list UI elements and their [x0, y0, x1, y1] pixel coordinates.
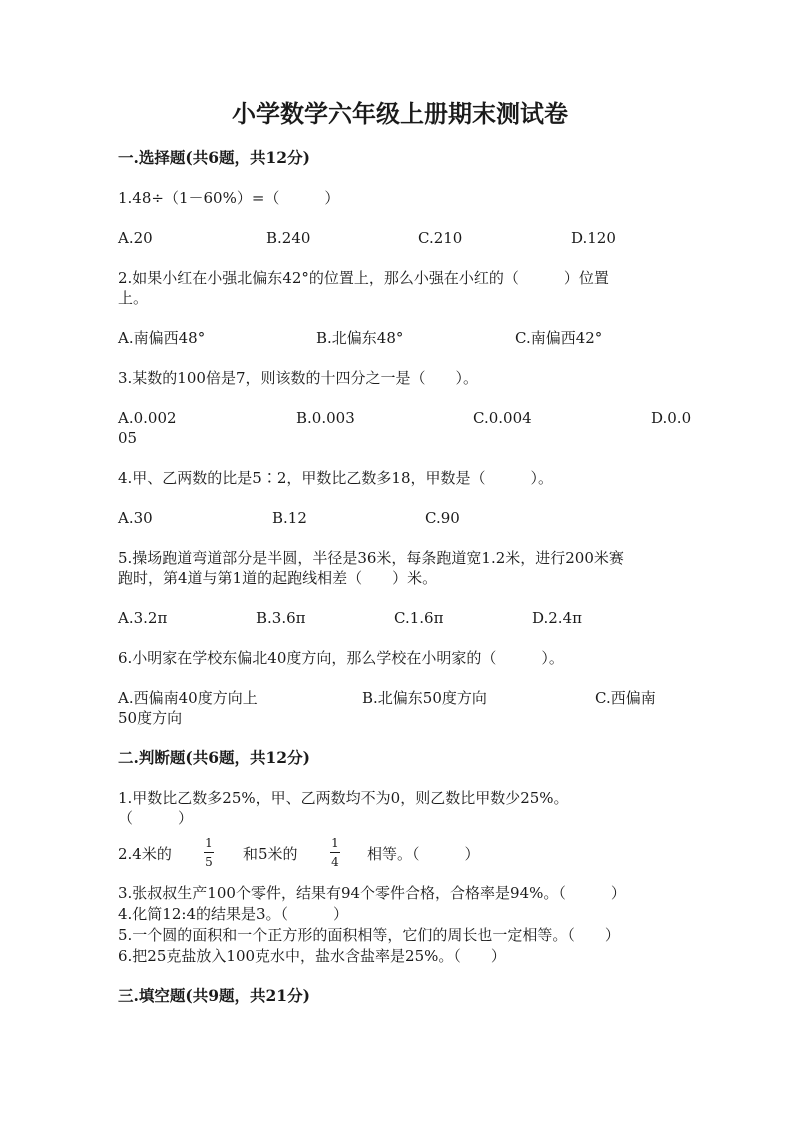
page-title: 小学数学六年级上册期末测试卷 — [232, 99, 568, 128]
j2-suffix: 相等。（ ） — [367, 845, 480, 863]
j3-stem: 3.张叔叔生产100个零件，结果有94个零件合格，合格率是94%。（ ） — [118, 884, 626, 902]
q2-option-a: A.南偏西48° — [118, 329, 206, 347]
q5-stem-line2: 跑时，第4道与第1道的起跑线相差（ ）米。 — [118, 569, 438, 587]
q4-option-a: A.30 — [118, 509, 153, 527]
q5-stem-line1: 5.操场跑道弯道部分是半圆，半径是36米，每条跑道宽1.2米，进行200米赛 — [118, 549, 624, 567]
q2-option-b: B.北偏东48° — [316, 329, 404, 347]
q4-option-c: C.90 — [425, 509, 460, 527]
q2-option-c: C.南偏西42° — [515, 329, 603, 347]
q3-option-a: A.0.002 — [118, 409, 177, 427]
fraction-bar — [204, 852, 214, 853]
q5-option-d: D.2.4π — [532, 609, 582, 627]
q4-option-b: B.12 — [272, 509, 307, 527]
q3-option-b: B.0.003 — [296, 409, 355, 427]
q6-option-c-wrap: 50度方向 — [118, 709, 183, 727]
fraction-denominator: 5 — [205, 855, 213, 869]
q6-option-b: B.北偏东50度方向 — [362, 689, 487, 707]
fraction-numerator: 1 — [331, 836, 339, 850]
q3-option-d: D.0.0 — [651, 409, 692, 427]
j2-fraction-one-fifth — [204, 836, 214, 869]
q2-stem-line1: 2.如果小红在小强北偏东42°的位置上，那么小强在小红的（ ）位置 — [118, 269, 609, 287]
q3-option-d-wrap: 05 — [118, 429, 138, 447]
q4-stem: 4.甲、乙两数的比是5∶2，甲数比乙数多18，甲数是（ ）。 — [118, 469, 553, 487]
section-heading-judge: 二.判断题(共6题，共12分) — [118, 748, 310, 767]
j1-stem-line2: （ ） — [118, 809, 194, 827]
j1-stem-line1: 1.甲数比乙数多25%，甲、乙两数均不为0，则乙数比甲数少25%。 — [118, 789, 569, 807]
q6-stem: 6.小明家在学校东偏北40度方向，那么学校在小明家的（ ）。 — [118, 649, 564, 667]
q5-option-a: A.3.2π — [118, 609, 168, 627]
fraction-denominator: 4 — [331, 855, 339, 869]
section-heading-choice: 一.选择题(共6题，共12分) — [118, 148, 310, 167]
q2-stem-line2: 上。 — [118, 289, 149, 307]
q3-stem: 3.某数的100倍是7，则该数的十四分之一是（ ）。 — [118, 369, 478, 387]
section-heading-fill: 三.填空题(共9题，共21分) — [118, 986, 310, 1005]
q1-stem: 1.48÷（1－60%）=（ ） — [118, 189, 340, 207]
q1-option-a: A.20 — [118, 229, 153, 247]
j6-stem: 6.把25克盐放入100克水中，盐水含盐率是25%。（ ） — [118, 947, 506, 965]
q1-option-c: C.210 — [418, 229, 463, 247]
q5-option-c: C.1.6π — [394, 609, 444, 627]
q1-option-d: D.120 — [571, 229, 616, 247]
fraction-numerator: 1 — [205, 836, 213, 850]
j4-stem: 4.化简12:4的结果是3。（ ） — [118, 905, 349, 923]
q3-option-c: C.0.004 — [473, 409, 532, 427]
q1-option-b: B.240 — [266, 229, 311, 247]
j5-stem: 5.一个圆的面积和一个正方形的面积相等，它们的周长也一定相等。（ ） — [118, 926, 620, 944]
q5-option-b: B.3.6π — [256, 609, 306, 627]
q6-option-a: A.西偏南40度方向上 — [118, 689, 258, 707]
fraction-bar — [330, 852, 340, 853]
j2-prefix: 2.4米的 — [118, 845, 172, 863]
j2-fraction-one-fourth — [330, 836, 340, 869]
q6-option-c: C.西偏南 — [595, 689, 656, 707]
j2-middle: 和5米的 — [243, 845, 298, 863]
